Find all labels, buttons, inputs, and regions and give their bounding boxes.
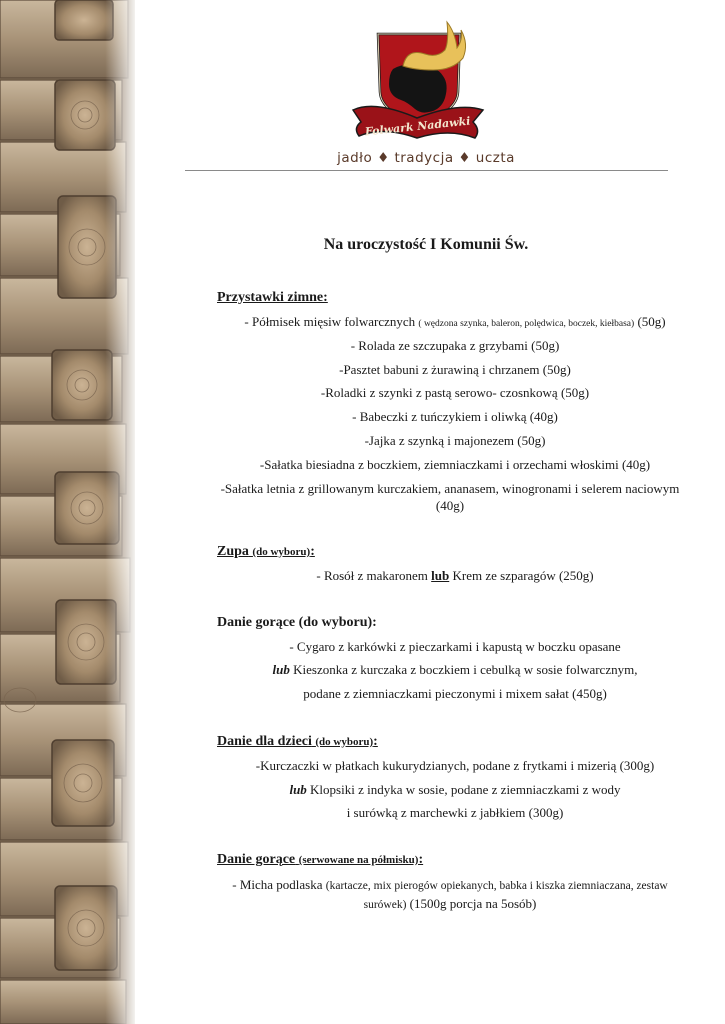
menu-item: - Rolada ze szczupaka z grzybami (50g) (350, 338, 560, 353)
menu-item: -Sałatka biesiadna z boczkiem, ziemniaczkami i orzechami włoskimi (40g) (259, 457, 651, 472)
menu-item-soup: - Rosół z makaronem lub Krem ze szparagów (250g) (316, 568, 594, 583)
logo-banner-text: Folwark Nadawki (364, 114, 471, 139)
item-name: - Półmisek mięsiw folwarcznych (244, 314, 416, 329)
menu-item-hot-2: lub Kieszonka z kurczaka z boczkiem i cebulką w sosie folwarcznym, (272, 662, 638, 677)
menu-item-kids-3: i surówką z marchewki z jabłkiem (300g) (346, 805, 564, 820)
section-heading-soup: Zupa (do wyboru): (217, 544, 315, 559)
menu-item: - Babeczki z tuńczykiem i oliwką (40g) (352, 409, 558, 424)
wooden-log-wall-image (0, 0, 135, 1024)
section-heading-kids: Danie dla dzieci (do wyboru): (217, 734, 378, 749)
section-heading-platter: Danie gorące (serwowane na półmisku): (217, 852, 424, 867)
menu-item-platter: - Micha podlaska (kartacze, mix pierogów opiekanych, babka i kiszka ziemniaczana, zestaw surówek) (1500g porcja na 5osób) (232, 877, 668, 911)
page-title: Na uroczystość I Komunii Św. (323, 236, 529, 253)
item-weight: (50g) (637, 314, 666, 329)
menu-item-kids-1: -Kurczaczki w płatkach kukurydzianych, podane z frytkami i mizerią (300g) (255, 758, 655, 773)
menu-item: -Sałatka letnia z grillowanym kurczakiem, ananasem, winogronami i selerem naciowym (40g) (220, 481, 680, 513)
tagline: jadło ♦ tradycja ♦ uczta (337, 150, 515, 166)
menu-item-hot-1: - Cygaro z karkówki z pieczarkami i kapustą w boczku opasane (289, 639, 621, 654)
menu-item-meat-platter (185, 314, 725, 330)
menu-item: -Jajka z szynką i majonezem (50g) (364, 433, 546, 448)
menu-item: -Pasztet babuni z żurawiną i chrzanem (50g) (339, 362, 571, 377)
section-heading-cold-starters: Przystawki zimne: (217, 290, 328, 305)
or-connector: lub (272, 662, 290, 677)
section-heading-hot-dishes: Danie gorące (do wyboru): (217, 615, 377, 630)
menu-item-hot-3: podane z ziemniaczkami pieczonymi i mixem sałat (450g) (303, 686, 607, 701)
or-connector: lub (289, 782, 307, 797)
or-connector: lub (431, 568, 450, 583)
header-divider (185, 170, 668, 171)
folwark-nadawki-logo (345, 14, 490, 149)
menu-item: -Roladki z szynki z pastą serowo- czosnkową (50g) (320, 385, 590, 400)
menu-item-kids-2: lub Klopsiki z indyka w sosie, podane z ziemniaczkami z wody (289, 782, 621, 797)
item-detail: ( wędzona szynka, baleron, polędwica, boczek, kiełbasa) (418, 319, 635, 329)
